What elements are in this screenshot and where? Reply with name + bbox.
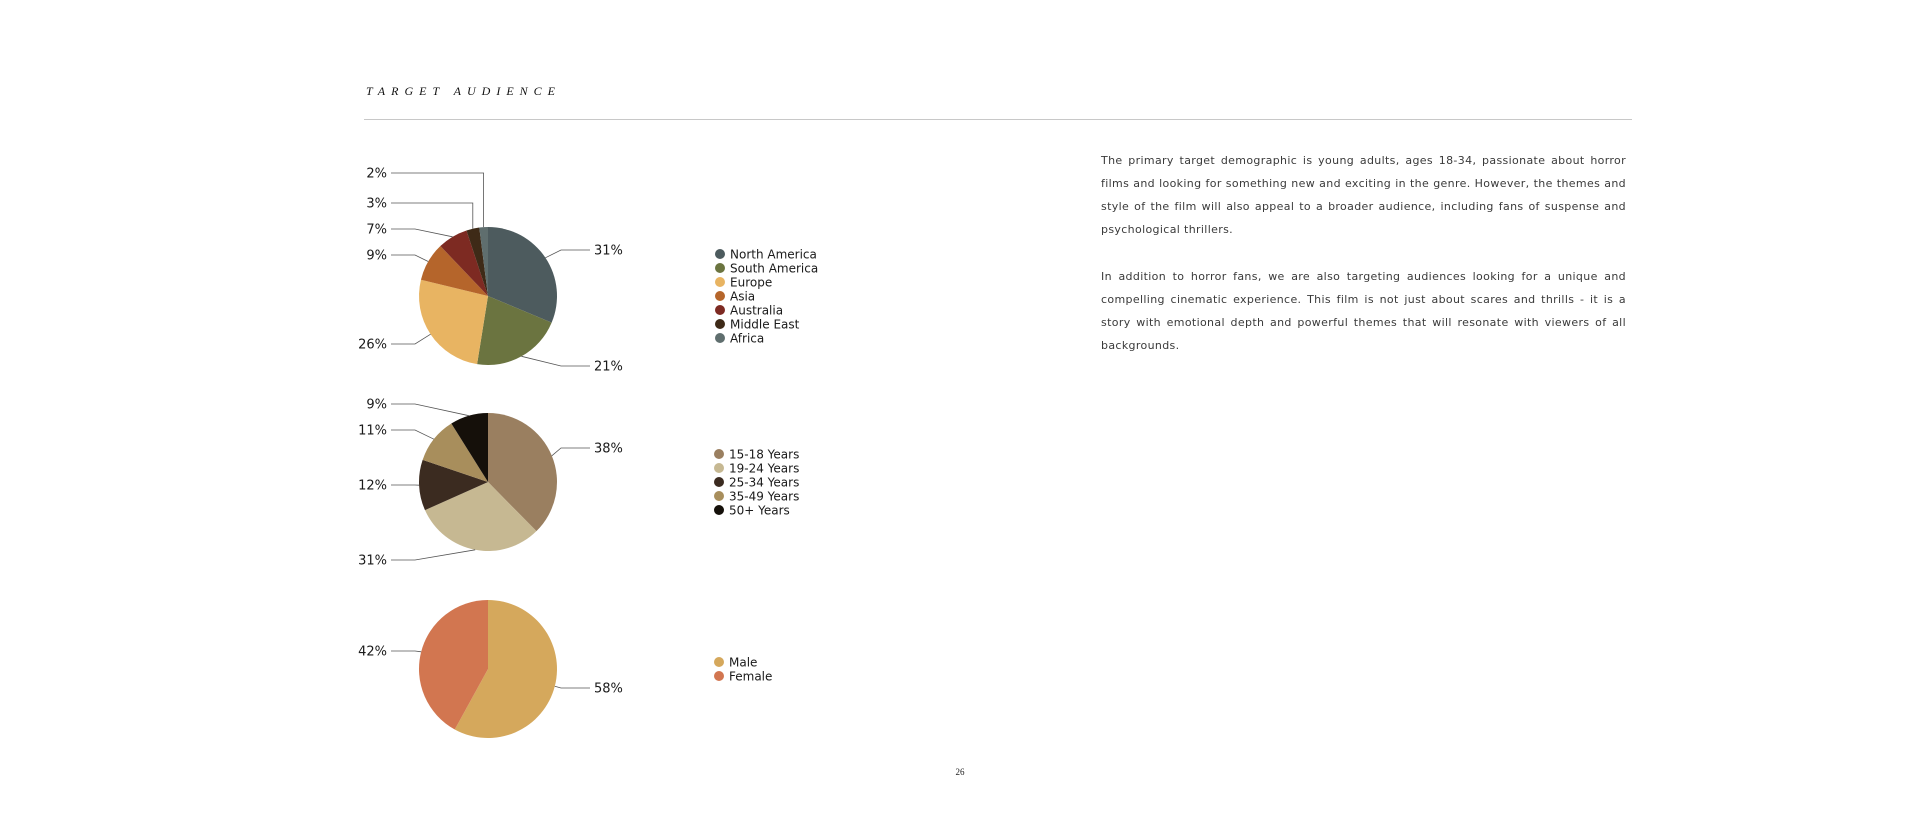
leader-line-gender-0	[555, 686, 590, 688]
legend-swatch-gender-0	[714, 657, 724, 667]
pie-label-age-1: 31%	[358, 553, 387, 569]
pie-label-region-0: 31%	[594, 243, 623, 259]
leader-line-age-4	[391, 404, 469, 416]
legend-label-region-3: Asia	[730, 289, 756, 304]
pie-label-age-2: 12%	[358, 478, 387, 494]
legend-label-gender-0: Male	[729, 655, 758, 670]
section-title: TARGET AUDIENCE	[366, 84, 562, 98]
leader-line-region-6	[391, 173, 484, 227]
legend-swatch-age-2	[714, 477, 724, 487]
legend-swatch-region-1	[715, 263, 725, 273]
leader-line-region-5	[391, 203, 473, 229]
pie-label-region-2: 26%	[358, 337, 387, 353]
paragraph-target-demographic: The primary target demographic is young adults, ages 18-34, passionate about horror films and looking for something new and exciting in the genre. However, the themes and style of the film will also appeal to a broader audience, including fans of suspense and psychological thrillers.	[1101, 154, 1626, 236]
legend-label-region-2: Europe	[730, 275, 773, 290]
leader-line-region-2	[391, 334, 431, 344]
legend-swatch-age-3	[714, 491, 724, 501]
legend-label-region-6: Africa	[730, 331, 765, 346]
legend-label-age-2: 25-34 Years	[729, 475, 800, 490]
legend-swatch-region-3	[715, 291, 725, 301]
legend-swatch-region-6	[715, 333, 725, 343]
pie-label-region-3: 9%	[366, 248, 387, 264]
pie-label-region-5: 3%	[366, 196, 387, 212]
legend-swatch-region-4	[715, 305, 725, 315]
leader-line-age-1	[391, 550, 475, 560]
legend-label-age-4: 50+ Years	[729, 503, 790, 518]
legend-swatch-age-0	[714, 449, 724, 459]
leader-line-gender-1	[391, 651, 421, 652]
legend-swatch-gender-1	[714, 671, 724, 681]
legend-swatch-age-4	[714, 505, 724, 515]
leader-line-age-0	[552, 448, 590, 456]
pie-label-region-6: 2%	[366, 166, 387, 182]
pie-label-gender-0: 58%	[594, 681, 623, 697]
legend-label-age-1: 19-24 Years	[729, 461, 800, 476]
pie-label-age-3: 11%	[358, 423, 387, 439]
pie-label-age-0: 38%	[594, 441, 623, 457]
leader-line-region-0	[545, 250, 590, 258]
legend-label-region-0: North America	[730, 247, 817, 262]
legend-label-region-4: Australia	[730, 303, 784, 318]
leader-line-region-3	[391, 255, 428, 262]
pie-label-region-4: 7%	[366, 222, 387, 238]
leader-line-region-1	[522, 356, 591, 366]
pie-label-gender-1: 42%	[358, 644, 387, 660]
legend-label-age-3: 35-49 Years	[729, 489, 800, 504]
pie-label-region-1: 21%	[594, 359, 623, 375]
paragraph-audience-experience: In addition to horror fans, we are also targeting audiences looking for a unique and compelling cinematic experience. This film is not just about scares and thrills - it is a story with emotional depth and powerful themes that will resonate with viewers of all backgrounds.	[1101, 270, 1626, 352]
legend-swatch-region-0	[715, 249, 725, 259]
leader-line-age-3	[391, 430, 434, 439]
pie-label-age-4: 9%	[366, 397, 387, 413]
legend-label-gender-1: Female	[729, 669, 773, 684]
legend-label-age-0: 15-18 Years	[729, 447, 800, 462]
legend-swatch-region-2	[715, 277, 725, 287]
legend-label-region-5: Middle East	[730, 317, 800, 332]
leader-line-region-4	[391, 229, 453, 237]
page-number: 26	[955, 767, 965, 777]
legend-label-region-1: South America	[730, 261, 819, 276]
legend-swatch-age-1	[714, 463, 724, 473]
legend-swatch-region-5	[715, 319, 725, 329]
